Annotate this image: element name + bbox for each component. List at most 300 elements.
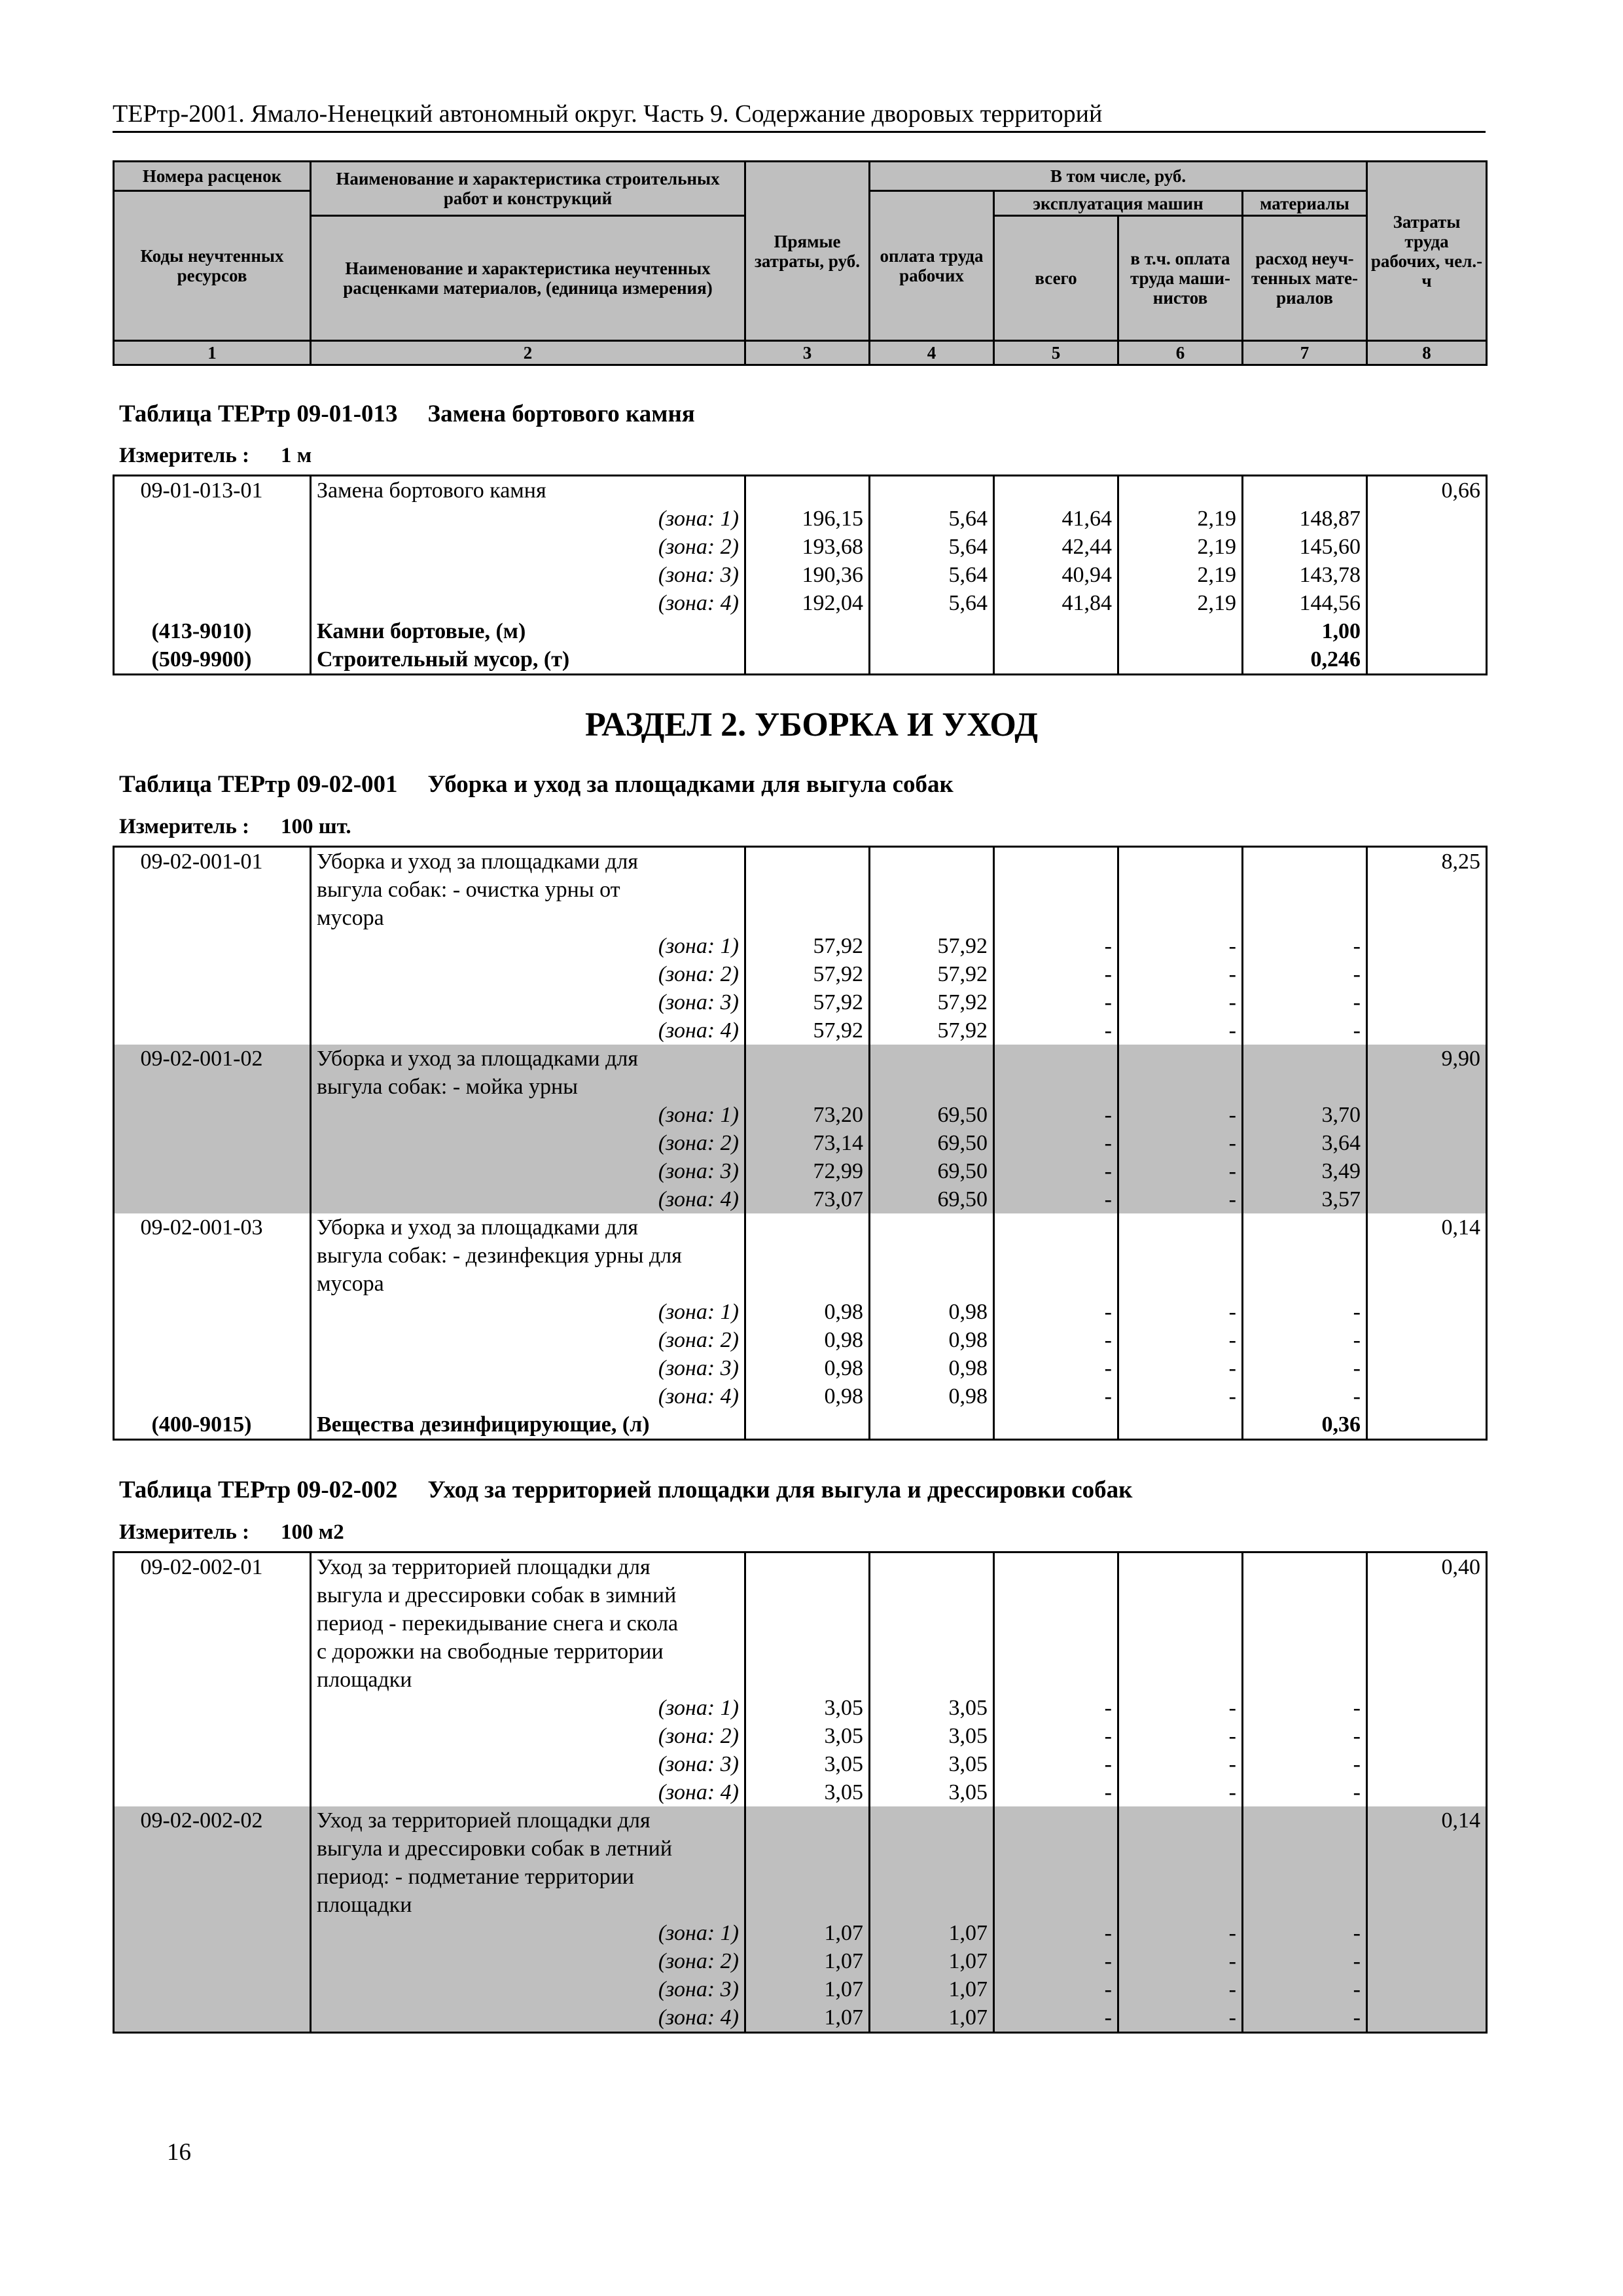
resource-name: Строительный мусор, (т) <box>311 645 745 675</box>
rate-table <box>113 1551 1488 2034</box>
resource-name: Камни бортовые, (м) <box>311 617 745 645</box>
empty-cell <box>1367 1694 1487 1722</box>
machines-total: - <box>994 1778 1118 1806</box>
zone-row <box>114 1354 1487 1382</box>
rate-code: 09-02-001-03 <box>114 1213 311 1298</box>
machinist-wages: - <box>1118 1298 1243 1326</box>
zone-label: (зона: 2) <box>311 1722 745 1750</box>
empty-cell <box>1367 1382 1487 1410</box>
machinist-wages: - <box>1118 1326 1243 1354</box>
empty-cell <box>114 533 311 561</box>
direct-cost: 192,04 <box>745 589 870 617</box>
empty-cell <box>114 1354 311 1382</box>
materials-cost: - <box>1243 1919 1367 1947</box>
direct-cost: 1,07 <box>745 1919 870 1947</box>
zone-label: (зона: 1) <box>311 1919 745 1947</box>
empty-cell <box>114 1185 311 1213</box>
machinist-wages: - <box>1118 988 1243 1016</box>
machinist-wages: 2,19 <box>1118 589 1243 617</box>
zone-row <box>114 1947 1487 1975</box>
direct-cost: 1,07 <box>745 2003 870 2033</box>
materials-cost: 145,60 <box>1243 533 1367 561</box>
materials-cost: - <box>1243 2003 1367 2033</box>
zone-row <box>114 1778 1487 1806</box>
empty-cell <box>114 932 311 960</box>
materials-cost: - <box>1243 1778 1367 1806</box>
zone-label: (зона: 1) <box>311 505 745 533</box>
worker-wages: 1,07 <box>870 1975 994 2003</box>
table-name: Уборка и уход за площадками для выгула собак <box>427 771 954 798</box>
worker-wages: 5,64 <box>870 505 994 533</box>
machines-total: 41,84 <box>994 589 1118 617</box>
header-number-row <box>114 341 1487 365</box>
resource-consumption: 0,246 <box>1243 645 1367 675</box>
empty-cell <box>870 617 994 645</box>
zone-label: (зона: 3) <box>311 1750 745 1778</box>
empty-cell <box>1367 533 1487 561</box>
direct-cost: 73,07 <box>745 1185 870 1213</box>
header-zatraty-truda: Затраты труда рабочих, чел.-ч <box>1367 162 1487 341</box>
table-id: Таблица ТЕРтр 09-02-002 <box>119 1477 398 1503</box>
labor-cost: 0,40 <box>1367 1552 1487 1695</box>
empty-cell <box>1243 1552 1367 1695</box>
empty-cell <box>870 1213 994 1298</box>
direct-cost: 72,99 <box>745 1157 870 1185</box>
empty-cell <box>114 1157 311 1185</box>
material-row <box>114 645 1487 675</box>
header-materialy: материалы <box>1243 191 1367 216</box>
worker-wages: 0,98 <box>870 1382 994 1410</box>
empty-cell <box>114 2003 311 2033</box>
worker-wages: 1,07 <box>870 1919 994 1947</box>
column-number: 2 <box>311 341 745 365</box>
machinist-wages: - <box>1118 1129 1243 1157</box>
materials-cost: - <box>1243 1975 1367 2003</box>
empty-cell <box>1367 1722 1487 1750</box>
machines-total: - <box>994 932 1118 960</box>
table-caption-002 <box>119 1477 1133 1504</box>
empty-cell <box>1367 1778 1487 1806</box>
table-caption-001 <box>119 771 954 798</box>
empty-cell <box>1118 1213 1243 1298</box>
zone-row <box>114 1157 1487 1185</box>
materials-cost: - <box>1243 1694 1367 1722</box>
rate-description: Замена бортового камня <box>311 476 745 505</box>
rate-row <box>114 1045 1487 1101</box>
zone-label: (зона: 4) <box>311 1382 745 1410</box>
empty-cell <box>114 1298 311 1326</box>
empty-cell <box>994 1806 1118 1919</box>
table-name: Замена бортового камня <box>427 401 695 427</box>
zone-label: (зона: 4) <box>311 589 745 617</box>
empty-cell <box>114 1919 311 1947</box>
materials-cost: 3,64 <box>1243 1129 1367 1157</box>
zone-row <box>114 533 1487 561</box>
machinist-wages: - <box>1118 1694 1243 1722</box>
empty-cell <box>870 1806 994 1919</box>
empty-cell <box>114 1016 311 1045</box>
labor-cost: 0,14 <box>1367 1213 1487 1298</box>
zone-row <box>114 1129 1487 1157</box>
worker-wages: 57,92 <box>870 932 994 960</box>
direct-cost: 0,98 <box>745 1326 870 1354</box>
machinist-wages: - <box>1118 1722 1243 1750</box>
machines-total: - <box>994 1157 1118 1185</box>
header-kody: Коды неучтенных ресурсов <box>114 191 311 341</box>
empty-cell <box>114 960 311 988</box>
machinist-wages: - <box>1118 1185 1243 1213</box>
zone-label: (зона: 3) <box>311 1157 745 1185</box>
materials-cost: - <box>1243 1947 1367 1975</box>
empty-cell <box>114 505 311 533</box>
rate-code: 09-02-001-02 <box>114 1045 311 1101</box>
zone-label: (зона: 1) <box>311 932 745 960</box>
empty-cell <box>745 476 870 505</box>
empty-cell <box>1367 1750 1487 1778</box>
zone-label: (зона: 2) <box>311 1129 745 1157</box>
empty-cell <box>114 1778 311 1806</box>
machines-total: - <box>994 960 1118 988</box>
zone-label: (зона: 2) <box>311 533 745 561</box>
direct-cost: 57,92 <box>745 960 870 988</box>
direct-cost: 57,92 <box>745 1016 870 1045</box>
zone-label: (зона: 4) <box>311 1016 745 1045</box>
zone-label: (зона: 2) <box>311 1947 745 1975</box>
machines-total: - <box>994 1016 1118 1045</box>
materials-cost: 3,57 <box>1243 1185 1367 1213</box>
resource-code: (509-9900) <box>114 645 311 675</box>
worker-wages: 5,64 <box>870 589 994 617</box>
empty-cell <box>994 617 1118 645</box>
rate-table <box>113 846 1488 1441</box>
zone-row <box>114 1016 1487 1045</box>
header-raskhod: расход неуч-тенных мате-риалов <box>1243 216 1367 341</box>
direct-cost: 1,07 <box>745 1975 870 2003</box>
empty-cell <box>1243 476 1367 505</box>
rate-description: Уборка и уход за площадками для выгула собак: - очистка урны от мусора <box>311 847 745 933</box>
worker-wages: 57,92 <box>870 960 994 988</box>
direct-cost: 57,92 <box>745 932 870 960</box>
empty-cell <box>114 1975 311 2003</box>
zone-label: (зона: 2) <box>311 960 745 988</box>
zone-label: (зона: 1) <box>311 1694 745 1722</box>
rate-row <box>114 1806 1487 1919</box>
machinist-wages: - <box>1118 960 1243 988</box>
direct-cost: 1,07 <box>745 1947 870 1975</box>
zone-row <box>114 589 1487 617</box>
empty-cell <box>1367 645 1487 675</box>
resource-consumption: 0,36 <box>1243 1410 1367 1440</box>
machines-total: - <box>994 1298 1118 1326</box>
empty-cell <box>745 645 870 675</box>
empty-cell <box>1367 589 1487 617</box>
machinist-wages: - <box>1118 2003 1243 2033</box>
machinist-wages: - <box>1118 1778 1243 1806</box>
direct-cost: 0,98 <box>745 1354 870 1382</box>
column-header-table <box>113 160 1488 366</box>
rate-code: 09-02-001-01 <box>114 847 311 933</box>
zone-row <box>114 1919 1487 1947</box>
machines-total: - <box>994 988 1118 1016</box>
header-pryamye: Прямые затраты, руб. <box>745 162 870 341</box>
worker-wages: 69,50 <box>870 1129 994 1157</box>
empty-cell <box>1367 1157 1487 1185</box>
empty-cell <box>994 1045 1118 1101</box>
labor-cost: 8,25 <box>1367 847 1487 933</box>
zone-label: (зона: 1) <box>311 1101 745 1129</box>
header-naim-materialov: Наименование и характеристика неучтенных расценками материалов, (единица измерения) <box>311 216 745 341</box>
zone-row <box>114 960 1487 988</box>
measure-label: Измеритель : <box>119 444 250 467</box>
measure-013 <box>119 443 312 468</box>
direct-cost: 0,98 <box>745 1382 870 1410</box>
empty-cell <box>1367 1326 1487 1354</box>
materials-cost: - <box>1243 1354 1367 1382</box>
rate-description: Уход за территорией площадки для выгула и дрессировки собак в летний период: - подметание территории площадки <box>311 1806 745 1919</box>
rate-table <box>113 475 1488 675</box>
machines-total: - <box>994 1326 1118 1354</box>
labor-cost: 0,66 <box>1367 476 1487 505</box>
machines-total: 40,94 <box>994 561 1118 589</box>
empty-cell <box>1367 960 1487 988</box>
zone-row <box>114 505 1487 533</box>
empty-cell <box>1367 932 1487 960</box>
machines-total: - <box>994 1750 1118 1778</box>
empty-cell <box>745 1213 870 1298</box>
measure-002 <box>119 1520 344 1545</box>
empty-cell <box>1367 617 1487 645</box>
empty-cell <box>994 476 1118 505</box>
table-name: Уход за территорией площадки для выгула и дрессировки собак <box>427 1477 1133 1503</box>
materials-cost: - <box>1243 960 1367 988</box>
rate-description: Уборка и уход за площадками для выгула собак: - дезинфекция урны для мусора <box>311 1213 745 1298</box>
resource-consumption: 1,00 <box>1243 617 1367 645</box>
materials-cost: - <box>1243 932 1367 960</box>
empty-cell <box>745 617 870 645</box>
header-v-tom-chisle: В том числе, руб. <box>870 162 1367 191</box>
machines-total: - <box>994 1101 1118 1129</box>
empty-cell <box>870 1552 994 1695</box>
machines-total: - <box>994 1129 1118 1157</box>
rate-description: Уборка и уход за площадками для выгула собак: - мойка урны <box>311 1045 745 1101</box>
rate-row <box>114 1552 1487 1695</box>
materials-cost: 3,70 <box>1243 1101 1367 1129</box>
table-id: Таблица ТЕРтр 09-01-013 <box>119 401 398 427</box>
header-oplata-mashinistov: в т.ч. оплата труда маши-нистов <box>1118 216 1243 341</box>
machinist-wages: - <box>1118 1382 1243 1410</box>
zone-row <box>114 932 1487 960</box>
machinist-wages: - <box>1118 1354 1243 1382</box>
machinist-wages: - <box>1118 1016 1243 1045</box>
zone-label: (зона: 3) <box>311 1975 745 2003</box>
direct-cost: 3,05 <box>745 1722 870 1750</box>
labor-cost: 9,90 <box>1367 1045 1487 1101</box>
empty-cell <box>1367 1101 1487 1129</box>
direct-cost: 0,98 <box>745 1298 870 1326</box>
machinist-wages: - <box>1118 1157 1243 1185</box>
measure-unit: 100 м2 <box>281 1520 344 1544</box>
material-row <box>114 617 1487 645</box>
empty-cell <box>1118 1806 1243 1919</box>
machinist-wages: 2,19 <box>1118 561 1243 589</box>
empty-cell <box>1367 1298 1487 1326</box>
rate-code: 09-02-002-02 <box>114 1806 311 1919</box>
direct-cost: 3,05 <box>745 1750 870 1778</box>
materials-cost: 148,87 <box>1243 505 1367 533</box>
materials-cost: - <box>1243 1298 1367 1326</box>
empty-cell <box>1243 1213 1367 1298</box>
zone-row <box>114 1722 1487 1750</box>
machinist-wages: - <box>1118 1975 1243 2003</box>
measure-label: Измеритель : <box>119 815 250 838</box>
empty-cell <box>870 847 994 933</box>
empty-cell <box>114 1722 311 1750</box>
empty-cell <box>994 1410 1118 1440</box>
empty-cell <box>114 1101 311 1129</box>
empty-cell <box>114 1947 311 1975</box>
worker-wages: 69,50 <box>870 1101 994 1129</box>
worker-wages: 5,64 <box>870 561 994 589</box>
table-id: Таблица ТЕРтр 09-02-001 <box>119 771 398 798</box>
rate-row <box>114 476 1487 505</box>
zone-row <box>114 1382 1487 1410</box>
machines-total: 41,64 <box>994 505 1118 533</box>
machinist-wages: - <box>1118 1101 1243 1129</box>
zone-row <box>114 988 1487 1016</box>
empty-cell <box>994 1552 1118 1695</box>
column-number: 3 <box>745 341 870 365</box>
worker-wages: 3,05 <box>870 1722 994 1750</box>
machinist-wages: 2,19 <box>1118 533 1243 561</box>
machines-total: 42,44 <box>994 533 1118 561</box>
resource-name: Вещества дезинфицирующие, (л) <box>311 1410 745 1440</box>
direct-cost: 3,05 <box>745 1778 870 1806</box>
document-title: ТЕРтр-2001. Ямало-Ненецкий автономный округ. Часть 9. Содержание дворовых территорий <box>113 99 1486 133</box>
empty-cell <box>1367 1016 1487 1045</box>
empty-cell <box>1118 1045 1243 1101</box>
worker-wages: 0,98 <box>870 1326 994 1354</box>
zone-row <box>114 1185 1487 1213</box>
worker-wages: 5,64 <box>870 533 994 561</box>
section-title: РАЗДЕЛ 2. УБОРКА И УХОД <box>585 706 1038 744</box>
header-ekspluatatsiya: эксплуатация машин <box>994 191 1243 216</box>
resource-code: (413-9010) <box>114 617 311 645</box>
machines-total: - <box>994 2003 1118 2033</box>
machines-total: - <box>994 1722 1118 1750</box>
column-number: 4 <box>870 341 994 365</box>
zone-row <box>114 2003 1487 2033</box>
empty-cell <box>1367 561 1487 589</box>
empty-cell <box>1367 988 1487 1016</box>
materials-cost: - <box>1243 1382 1367 1410</box>
worker-wages: 1,07 <box>870 2003 994 2033</box>
empty-cell <box>994 645 1118 675</box>
materials-cost: - <box>1243 1750 1367 1778</box>
worker-wages: 3,05 <box>870 1750 994 1778</box>
worker-wages: 0,98 <box>870 1354 994 1382</box>
measure-unit: 100 шт. <box>281 815 351 838</box>
empty-cell <box>1367 1410 1487 1440</box>
empty-cell <box>1367 505 1487 533</box>
empty-cell <box>1118 847 1243 933</box>
rate-description: Уход за территорией площадки для выгула и дрессировки собак в зимний период - перекидывание снега и скола с дорожки на свободные территории площадки <box>311 1552 745 1695</box>
empty-cell <box>114 1326 311 1354</box>
empty-cell <box>870 1045 994 1101</box>
measure-label: Измеритель : <box>119 1520 250 1544</box>
materials-cost: 143,78 <box>1243 561 1367 589</box>
empty-cell <box>994 1213 1118 1298</box>
empty-cell <box>745 1806 870 1919</box>
empty-cell <box>1243 847 1367 933</box>
empty-cell <box>1118 476 1243 505</box>
empty-cell <box>745 1410 870 1440</box>
worker-wages: 3,05 <box>870 1694 994 1722</box>
machines-total: - <box>994 1919 1118 1947</box>
empty-cell <box>1367 1185 1487 1213</box>
zone-label: (зона: 3) <box>311 561 745 589</box>
empty-cell <box>1118 1410 1243 1440</box>
empty-cell <box>114 1750 311 1778</box>
direct-cost: 57,92 <box>745 988 870 1016</box>
empty-cell <box>870 1410 994 1440</box>
table-caption-013 <box>119 401 695 428</box>
zone-label: (зона: 3) <box>311 988 745 1016</box>
worker-wages: 0,98 <box>870 1298 994 1326</box>
empty-cell <box>1367 1129 1487 1157</box>
empty-cell <box>114 561 311 589</box>
materials-cost: 3,49 <box>1243 1157 1367 1185</box>
rate-row <box>114 847 1487 933</box>
worker-wages: 69,50 <box>870 1185 994 1213</box>
direct-cost: 193,68 <box>745 533 870 561</box>
empty-cell <box>1367 2003 1487 2033</box>
direct-cost: 73,14 <box>745 1129 870 1157</box>
column-number: 1 <box>114 341 311 365</box>
zone-row <box>114 561 1487 589</box>
worker-wages: 3,05 <box>870 1778 994 1806</box>
header-naim-rabot: Наименование и характеристика строительных работ и конструкций <box>311 162 745 216</box>
empty-cell <box>1243 1045 1367 1101</box>
empty-cell <box>1243 1806 1367 1919</box>
empty-cell <box>994 847 1118 933</box>
materials-cost: 144,56 <box>1243 589 1367 617</box>
machinist-wages: - <box>1118 932 1243 960</box>
rate-code: 09-02-002-01 <box>114 1552 311 1695</box>
zone-label: (зона: 4) <box>311 1778 745 1806</box>
rate-code: 09-01-013-01 <box>114 476 311 505</box>
zone-label: (зона: 4) <box>311 1185 745 1213</box>
header-oplata-rabochikh: оплата труда рабочих <box>870 191 994 341</box>
machines-total: - <box>994 1947 1118 1975</box>
direct-cost: 196,15 <box>745 505 870 533</box>
column-number: 5 <box>994 341 1118 365</box>
machinist-wages: - <box>1118 1750 1243 1778</box>
materials-cost: - <box>1243 1016 1367 1045</box>
zone-label: (зона: 3) <box>311 1354 745 1382</box>
empty-cell <box>1367 1354 1487 1382</box>
zone-row <box>114 1326 1487 1354</box>
empty-cell <box>745 1045 870 1101</box>
machinist-wages: - <box>1118 1947 1243 1975</box>
machines-total: - <box>994 1975 1118 2003</box>
column-number: 6 <box>1118 341 1243 365</box>
zone-row <box>114 1975 1487 2003</box>
empty-cell <box>870 476 994 505</box>
worker-wages: 57,92 <box>870 988 994 1016</box>
empty-cell <box>745 1552 870 1695</box>
zone-row <box>114 1694 1487 1722</box>
page-number: 16 <box>167 2139 191 2166</box>
